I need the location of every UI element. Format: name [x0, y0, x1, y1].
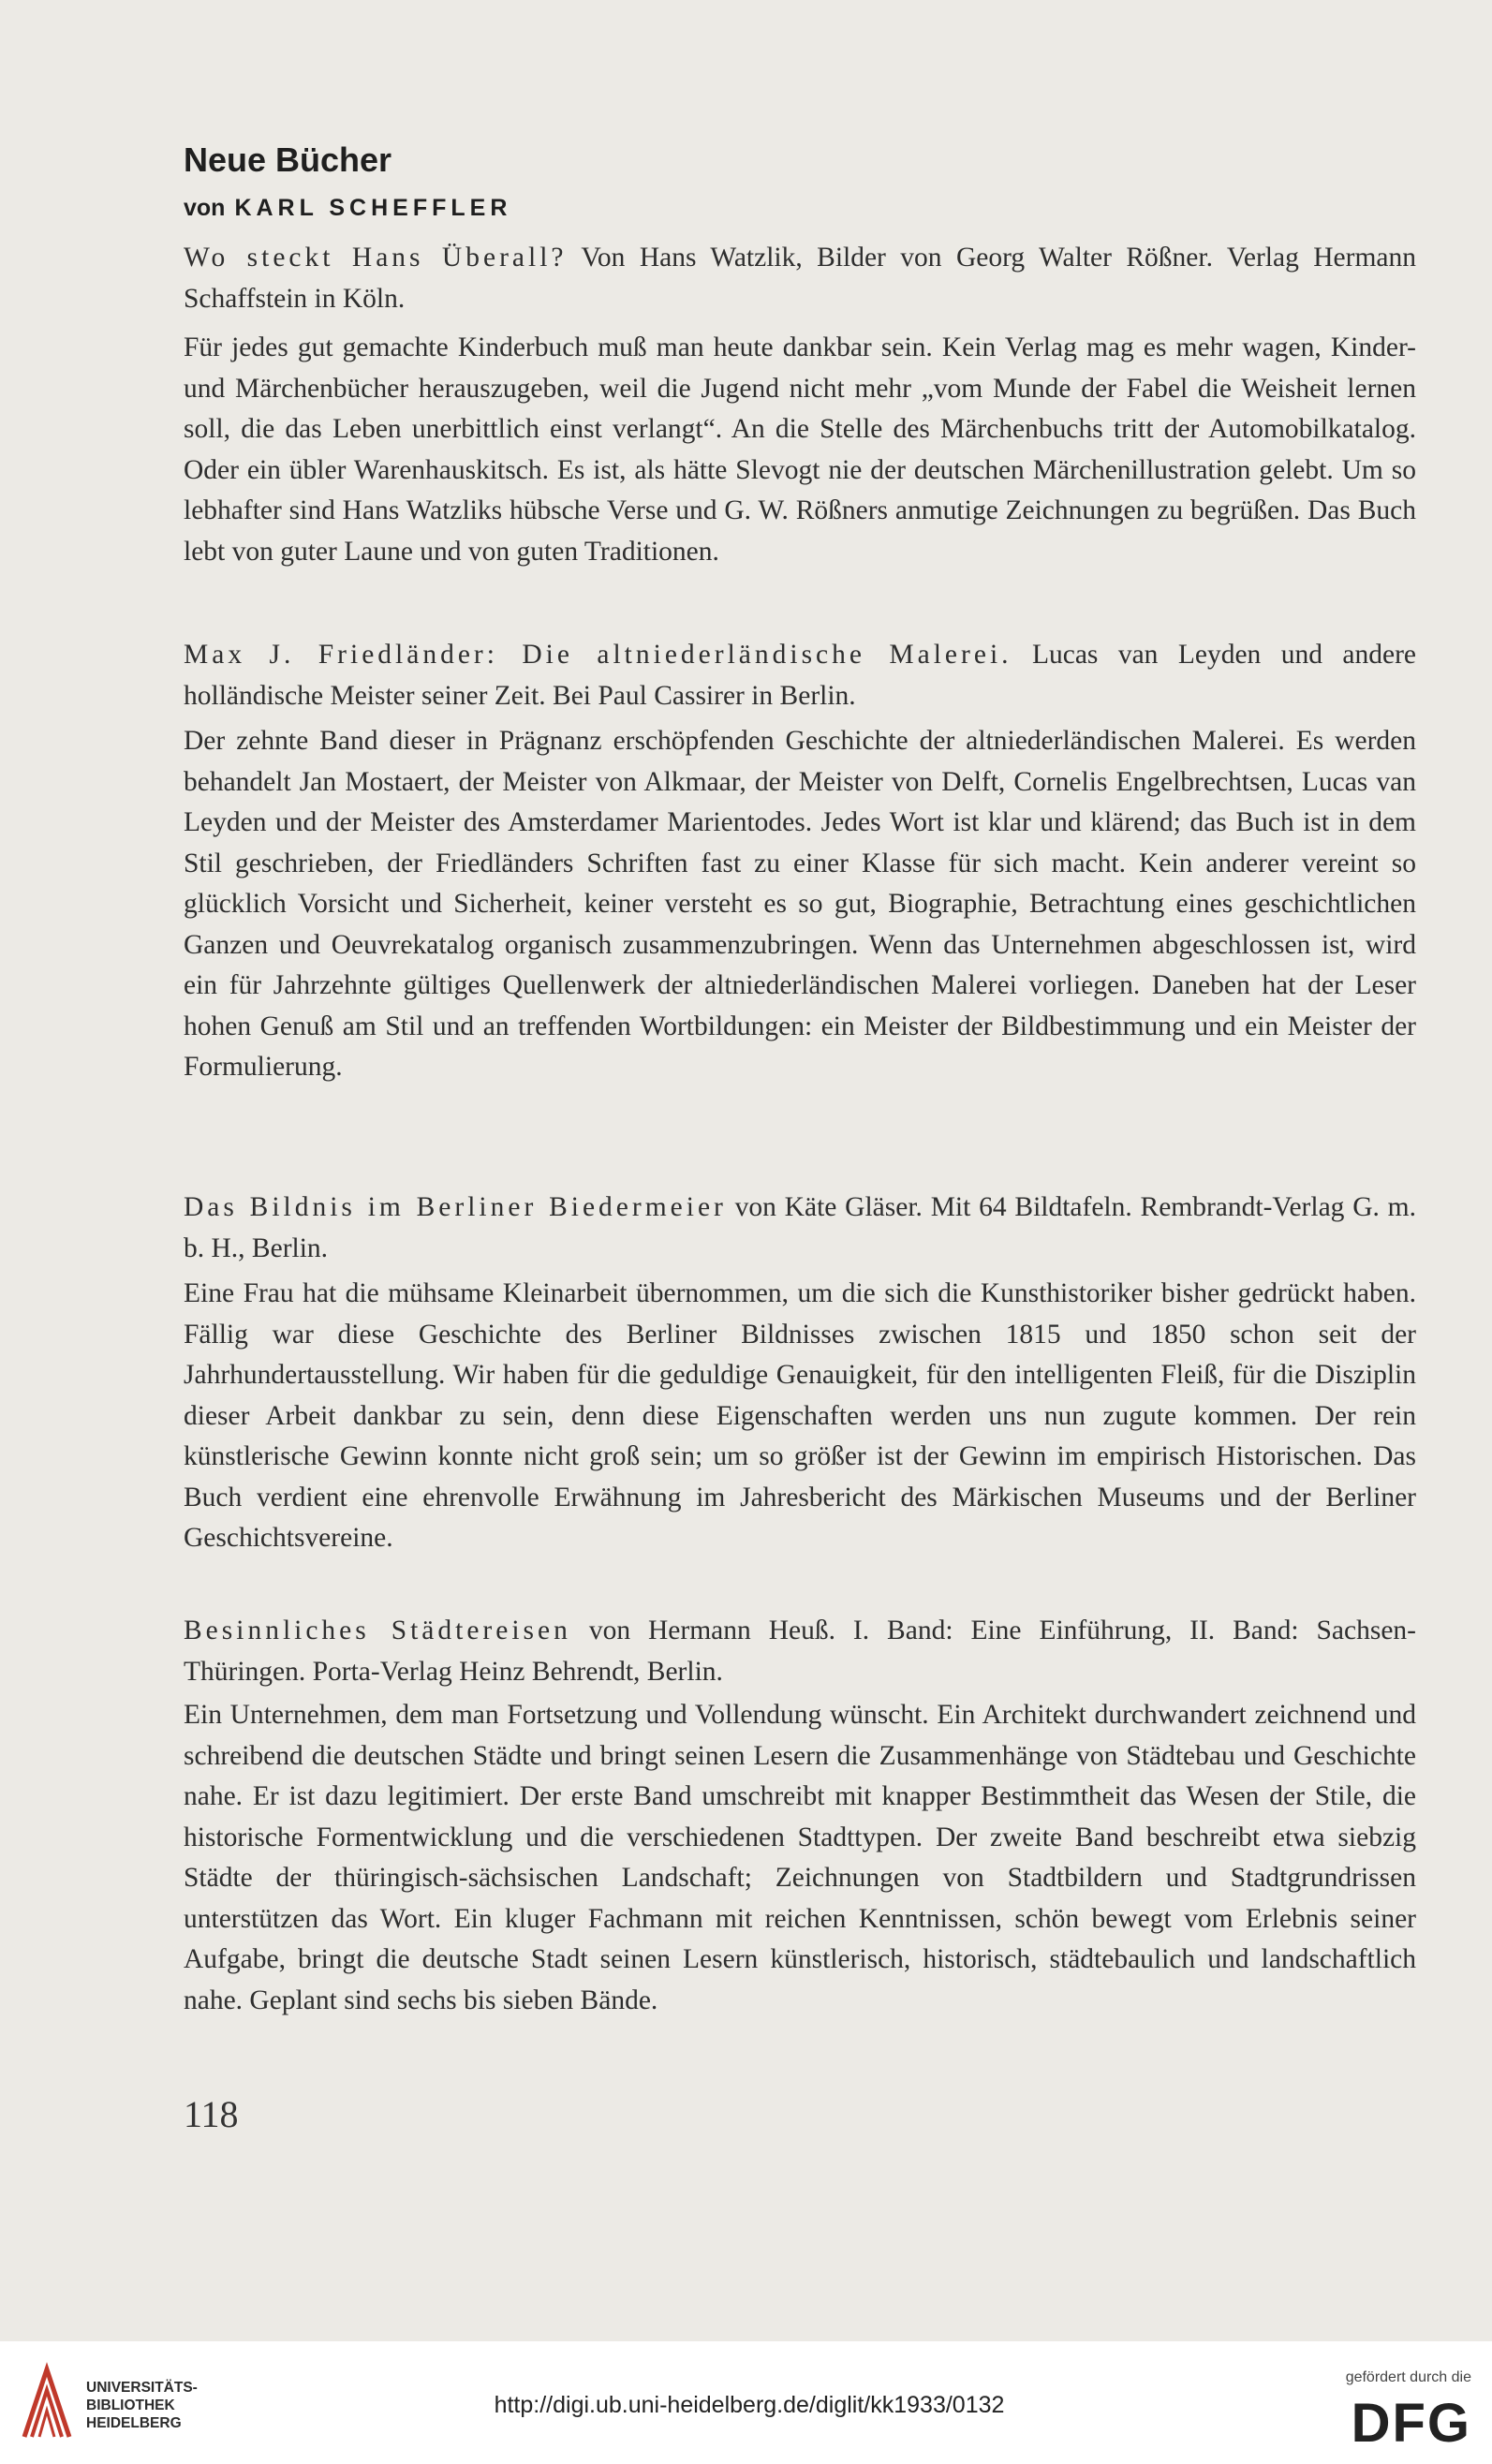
page-number: 118 [184, 2093, 239, 2135]
entry-2-title-rest: Lucas van Leyden und andere holländische Meister seiner Zeit. Bei Paul Cassirer in Berlin. [184, 640, 1416, 711]
entry-3-body: Eine Frau hat die mühsame Kleinarbeit übernommen, um die sich die Kunsthistoriker bisher gedrückt haben. Fällig war diese Geschichte des Berliner Bildnisses zwischen 1815 und 1850 schon seit der Jahrhundertausstellung. Wir haben für die geduldige Genauigkeit, für den intelligenten Fleiß, für die Disziplin dieser Arbeit dankbar zu sein, denn diese Eigenschaften werden uns nun zugute kommen. Der rein künstlerische Gewinn konnte nicht groß sein; um so größer ist der Gewinn im empirisch Historischen. Das Buch verdient eine ehrenvolle Erwähnung im Jahresbericht des Märkischen Museums und der Berliner Geschichtsvereine. [184, 1278, 1416, 1553]
entry-4-title-spaced: Besinnliches Städtereisen [184, 1616, 571, 1645]
library-line-3: HEIDELBERG [86, 2415, 182, 2431]
dfg-logo[interactable]: DFG [1351, 2393, 1471, 2454]
entry-4-title [184, 1611, 1416, 1692]
article-byline [184, 195, 511, 222]
entry-2-body: Der zehnte Band dieser in Prägnanz erschöpfenden Geschichte der altniederländischen Malerei. Es werden behandelt Jan Mostaert, der Meister von Alkmaar, der Meister von Delft, Cornelis Engelbrechtsen, Lucas van Leyden und der Meister des Amsterdamer Marientodes. Jedes Wort ist klar und klärend; das Buch ist in dem Stil geschrieben, der Friedländers Schriften fast zu einer Klasse für sich macht. Kein anderer vereint so glücklich Vorsicht und Sicherheit, keiner versteht es so gut, Biographie, Betrachtung eines geschichtlichen Ganzen und Oeuvrekatalog organisch zusammenzubringen. Wenn das Unternehmen abgeschlossen ist, wird ein für Jahrzehnte gültiges Quellenwerk der altniederländischen Malerei vorliegen. Daneben hat der Leser hohen Genuß am Stil und an treffenden Wortbildungen: ein Meister der Bildbestimmung und ein Meister der Formulierung. [184, 726, 1416, 1082]
library-line-2: BIBLIOTHEK [86, 2398, 175, 2413]
permalink-url[interactable]: http://digi.ub.uni-heidelberg.de/diglit/kk1933/0132 [494, 2392, 1005, 2418]
entry-1-body: Für jedes gut gemachte Kinderbuch muß man heute dankbar sein. Kein Verlag mag es mehr wagen, Kinder- und Märchenbücher herauszugeben, weil die Jugend nicht mehr „vom Munde der Fabel die Weisheit lernen soll, die das Leben unerbittlich einst verlangt“. An die Stelle des Märchenbuchs tritt der Automobilkatalog. Oder ein übler Warenhauskitsch. Es ist, als hätte Slevogt nie der deutschen Märchenillustration gelebt. Um so lebhafter sind Hans Watzliks hübsche Verse und G. W. Rößners anmutige Zeichnungen zu begrüßen. Das Buch lebt von guter Laune und von guten Traditionen. [184, 332, 1416, 567]
entry-2-title-spaced: Max J. Friedländer: Die altniederländische Malerei. [184, 640, 1012, 670]
viewer-footer [0, 2341, 1492, 2464]
entry-4-body: Ein Unternehmen, dem man Fortsetzung und Vollendung wünscht. Ein Architekt durchwandert zeichnend und schreibend die deutschen Städte und bringt seinen Lesern die Zusammenhänge von Städtebau und Geschichte nahe. Er ist dazu legitimiert. Der erste Band umschreibt mit knapper Bestimmtheit das Wesen der Stile, die historische Formentwicklung und die verschiedenen Stadttypen. Der zweite Band beschreibt etwa siebzig Städte der thüringisch-sächsischen Landschaft; Zeichnungen von Stadtbildern und Stadtgrundrissen unterstützen das Wort. Ein kluger Fachmann mit reichen Kenntnissen, schön bewegt vom Erlebnis seiner Aufgabe, bringt die deutsche Stadt seinen Lesern künstlerisch, historisch, städtebaulich und landschaftlich nahe. Geplant sind sechs bis sieben Bände. [184, 1700, 1416, 2015]
entry-1-title [184, 238, 1416, 319]
entry-3-title-rest: von Käte Gläser. Mit 64 Bildtafeln. Rembrandt-Verlag G. m. b. H., Berlin. [184, 1192, 1416, 1263]
entry-1-title-rest: Von Hans Watzlik, Bilder von Georg Walter Rößner. Verlag Hermann Schaffstein in Köln. [184, 243, 1417, 314]
entry-3-title-spaced: Das Bildnis im Berliner Biedermeier [184, 1192, 727, 1222]
article-heading: Neue Bücher [184, 140, 392, 179]
entry-2-title [184, 635, 1416, 716]
byline-prefix: von [184, 195, 226, 221]
library-line-1: UNIVERSITÄTS- [86, 2380, 198, 2396]
entry-4-title-rest: von Hermann Heuß. I. Band: Eine Einführung, II. Band: Sachsen-Thüringen. Porta-Verlag Heinz Behrendt, Berlin. [184, 1616, 1416, 1687]
ub-heidelberg-logo-icon[interactable] [19, 2362, 75, 2441]
library-name [86, 2379, 198, 2432]
funder-text: gefördert durch die [1345, 2369, 1471, 2385]
entry-3-title [184, 1188, 1416, 1269]
entry-1-title-spaced: Wo steckt Hans Überall? [184, 243, 568, 273]
byline-author: KARL SCHEFFLER [234, 195, 512, 221]
